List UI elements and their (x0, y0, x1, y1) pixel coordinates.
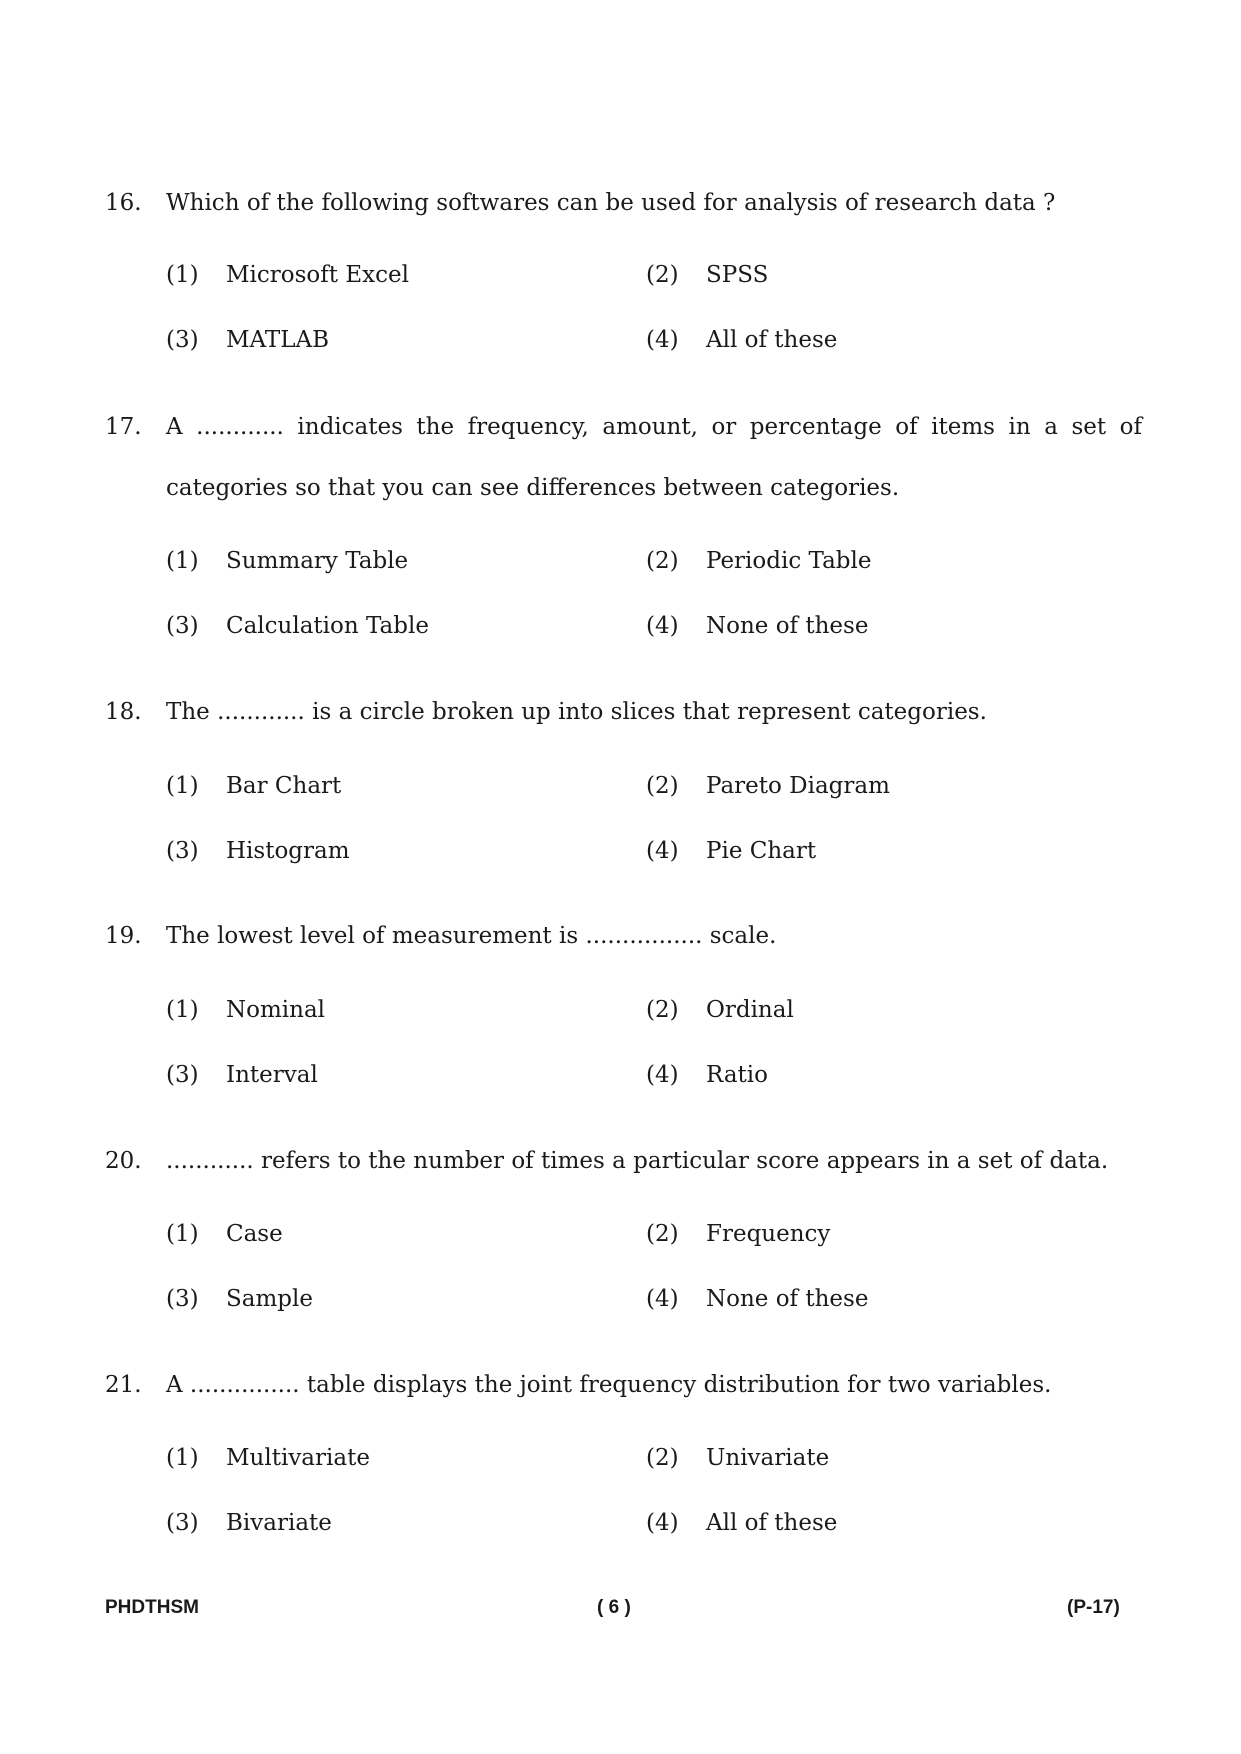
option-number: (1) (166, 262, 199, 288)
option-text: None of these (706, 613, 869, 639)
footer-page-number: ( 6 ) (597, 1597, 631, 1618)
option-text: Interval (226, 1062, 318, 1088)
footer-series-code: (P-17) (1067, 1597, 1120, 1618)
option-text: Bivariate (226, 1510, 332, 1536)
option-number: (2) (646, 548, 679, 574)
question-text: A ............... table displays the joint frequency distribution for two variables. (166, 1372, 1052, 1398)
question-number: 18. (105, 699, 142, 725)
question-number: 19. (105, 923, 142, 949)
question-19 (105, 921, 1145, 951)
question-18 (105, 697, 1145, 727)
option-number: (4) (646, 1062, 679, 1088)
question-number: 21. (105, 1372, 142, 1398)
question-text-line-2: categories so that you can see differences between categories. (166, 475, 900, 501)
option-number: (1) (166, 997, 199, 1023)
option-text: Microsoft Excel (226, 262, 409, 288)
option-number: (1) (166, 773, 199, 799)
option-text: Nominal (226, 997, 326, 1023)
question-text: The lowest level of measurement is ................ scale. (166, 923, 777, 949)
option-number: (1) (166, 1221, 199, 1247)
option-text: Univariate (706, 1445, 830, 1471)
option-text: None of these (706, 1286, 869, 1312)
question-text: Which of the following softwares can be used for analysis of research data ? (166, 190, 1056, 216)
option-text: Summary Table (226, 548, 409, 574)
question-text: The ............ is a circle broken up into slices that represent categories. (166, 699, 987, 725)
option-text: Bar Chart (226, 773, 342, 799)
option-number: (3) (166, 838, 199, 864)
option-number: (4) (646, 613, 679, 639)
question-number: 20. (105, 1148, 142, 1174)
option-text: Frequency (706, 1221, 831, 1247)
question-20 (105, 1146, 1145, 1176)
option-number: (4) (646, 838, 679, 864)
question-number: 16. (105, 190, 142, 216)
footer-paper-code: PHDTHSM (105, 1597, 199, 1618)
option-number: (4) (646, 327, 679, 353)
question-text: ............ refers to the number of times a particular score appears in a set of data. (166, 1148, 1109, 1174)
option-number: (3) (166, 1062, 199, 1088)
option-text: SPSS (706, 262, 769, 288)
option-number: (2) (646, 262, 679, 288)
option-text: Sample (226, 1286, 313, 1312)
option-text: MATLAB (226, 327, 330, 353)
option-number: (2) (646, 1445, 679, 1471)
option-number: (2) (646, 1221, 679, 1247)
question-21 (105, 1370, 1145, 1400)
question-16 (105, 188, 1145, 218)
option-number: (3) (166, 327, 199, 353)
option-number: (4) (646, 1510, 679, 1536)
option-number: (4) (646, 1286, 679, 1312)
option-text: Calculation Table (226, 613, 429, 639)
option-number: (1) (166, 548, 199, 574)
option-number: (3) (166, 1510, 199, 1536)
option-text: Multivariate (226, 1445, 370, 1471)
option-number: (3) (166, 613, 199, 639)
option-text: Ratio (706, 1062, 769, 1088)
question-number: 17. (105, 414, 142, 440)
option-text: Case (226, 1221, 283, 1247)
option-number: (2) (646, 997, 679, 1023)
option-text: Ordinal (706, 997, 794, 1023)
option-text: Histogram (226, 838, 350, 864)
question-17 (105, 412, 1145, 501)
option-number: (3) (166, 1286, 199, 1312)
option-text: All of these (706, 1510, 838, 1536)
option-text: All of these (706, 327, 838, 353)
option-number: (1) (166, 1445, 199, 1471)
option-number: (2) (646, 773, 679, 799)
option-text: Periodic Table (706, 548, 872, 574)
option-text: Pareto Diagram (706, 773, 890, 799)
option-text: Pie Chart (706, 838, 817, 864)
question-text-line-1: A ............ indicates the frequency, amount, or percentage of items in a set of (166, 414, 1142, 440)
